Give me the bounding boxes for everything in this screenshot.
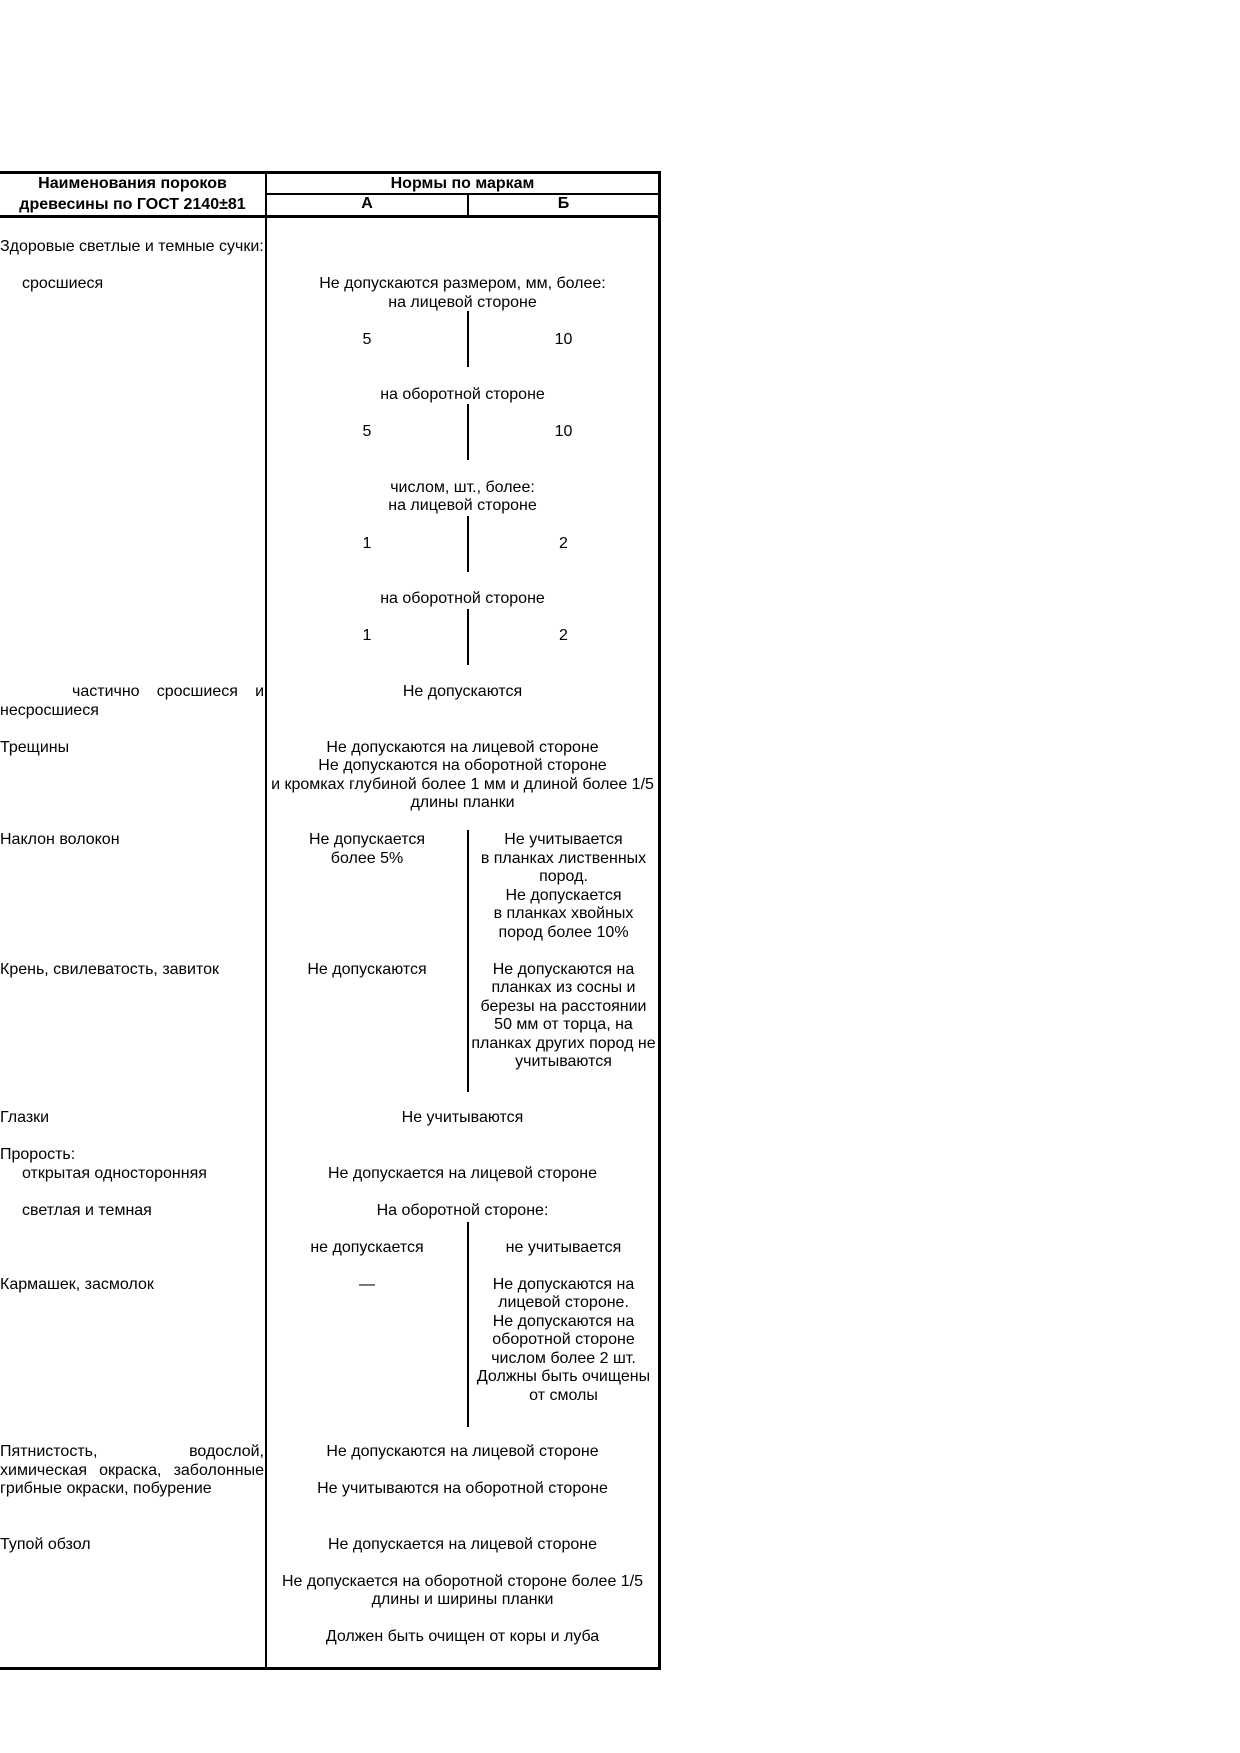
eyes-norm: Не учитываются — [401, 1109, 524, 1126]
knots-partial-norm: Не допускаются — [402, 683, 523, 700]
header-bottom-border — [0, 215, 661, 218]
slope-b2: в планках лиственных — [480, 850, 647, 867]
knots-size-back-b: 10 — [554, 423, 573, 440]
compression-b6: учитываются — [515, 1053, 612, 1070]
slope-b4: Не допускается — [505, 887, 622, 904]
eyes-name: Глазки — [0, 1109, 50, 1126]
header-defect-name-line2: древесины по ГОСТ 2140±81 — [19, 196, 246, 213]
compression-b3: березы на расстоянии — [480, 998, 647, 1015]
compression-a: Не допускаются — [307, 961, 427, 978]
knots-count-back-a: 1 — [362, 627, 372, 644]
knots-face-side: на лицевой стороне — [388, 294, 537, 311]
cracks-line3: и кромках глубиной более 1 мм и длиной более 1/5 — [271, 776, 654, 793]
pocket-b5: числом более 2 шт. — [491, 1350, 636, 1367]
knots-count-face-b: 2 — [559, 535, 568, 552]
ingrown-open-one-sided: открытая односторонняя — [22, 1165, 207, 1182]
compression-name: Крень, свилеватость, завиток — [0, 961, 220, 978]
slope-b6: пород более 10% — [498, 924, 629, 941]
cracks-line2: Не допускаются на оборотной стороне — [318, 757, 607, 774]
slope-b5: в планках хвойных — [493, 905, 634, 922]
slope-b1: Не учитывается — [504, 831, 623, 848]
pocket-b1: Не допускаются на — [492, 1276, 635, 1293]
knots-back-side: на оборотной стороне — [380, 386, 545, 403]
wane-line4: Должен быть очищен от коры и луба — [325, 1628, 600, 1645]
cracks-line4: длины планки — [410, 794, 515, 811]
knots-count-back-side: на оборотной стороне — [380, 590, 545, 607]
ingrown-b: не учитывается — [505, 1239, 622, 1256]
wane-line3: длины и ширины планки — [371, 1591, 554, 1608]
compression-b1: Не допускаются на — [492, 961, 635, 978]
pocket-b6: Должны быть очищены — [476, 1368, 651, 1385]
knots-size-face-b: 10 — [554, 331, 573, 348]
stain-line2: Не учитываются на оборотной стороне — [317, 1480, 608, 1497]
knots-count-header: числом, шт., более: — [390, 479, 535, 496]
ingrown-light-dark: светлая и темная — [22, 1202, 152, 1219]
compression-b2: планках из сосны и — [491, 979, 636, 996]
table-bottom-border — [0, 1667, 661, 1670]
slope-b3: пород. — [539, 868, 588, 885]
knots-count-face-a: 1 — [362, 535, 372, 552]
knots-size-face-a: 5 — [362, 331, 372, 348]
pocket-b3: Не допускаются на — [492, 1313, 635, 1330]
knots-count-face-side: на лицевой стороне — [388, 497, 537, 514]
pocket-a: — — [359, 1276, 375, 1293]
header-grade-a: А — [361, 195, 373, 212]
pocket-b7: от смолы — [529, 1387, 598, 1404]
header-grade-b: Б — [557, 195, 570, 212]
slope-a1: Не допускается — [308, 831, 426, 848]
compression-b5: планках других пород не — [471, 1035, 656, 1052]
knots-count-back-b: 2 — [559, 627, 568, 644]
knots-size-back-a: 5 — [362, 423, 372, 440]
pocket-b2: лицевой стороне. — [498, 1294, 629, 1311]
cracks-name: Трещины — [0, 739, 70, 756]
wane-line1: Не допускается на лицевой стороне — [327, 1536, 597, 1553]
stain-name: Пятнистость, водослой, химическая окраска, заболонные грибные окраски, побурение — [0, 1443, 264, 1497]
wane-line2: Не допускается на оборотной стороне более 1/5 — [281, 1573, 644, 1590]
slope-a2: более 5% — [330, 850, 404, 867]
cracks-line1: Не допускаются на лицевой стороне — [326, 739, 599, 756]
knots-title: Здоровые светлые и темные сучки: — [0, 238, 264, 255]
header-defect-name-line1: Наименования пороков — [38, 175, 227, 192]
knots-sound: сросшиеся — [22, 275, 104, 292]
ingrown-back-header: На оборотной стороне: — [376, 1202, 549, 1219]
compression-b4: 50 мм от торца, на — [494, 1016, 633, 1033]
ingrown-open-norm: Не допускается на лицевой стороне — [327, 1165, 597, 1182]
knots-partial: частично сросшиеся и несросшиеся — [0, 683, 264, 719]
wane-name: Тупой обзол — [0, 1536, 91, 1553]
table-top-border — [0, 171, 661, 174]
knots-size-header: Не допускаются размером, мм, более: — [319, 275, 606, 292]
table-right-border — [658, 171, 661, 1670]
ingrown-a: не допускается — [310, 1239, 424, 1256]
header-norms-by-grade: Нормы по маркам — [390, 175, 535, 192]
stain-line1: Не допускаются на лицевой стороне — [326, 1443, 599, 1460]
slope-name: Наклон волокон — [0, 831, 120, 848]
ingrown-name: Прорость: — [0, 1146, 76, 1163]
pocket-name: Кармашек, засмолок — [0, 1276, 154, 1293]
pocket-b4: оборотной стороне — [492, 1331, 635, 1348]
